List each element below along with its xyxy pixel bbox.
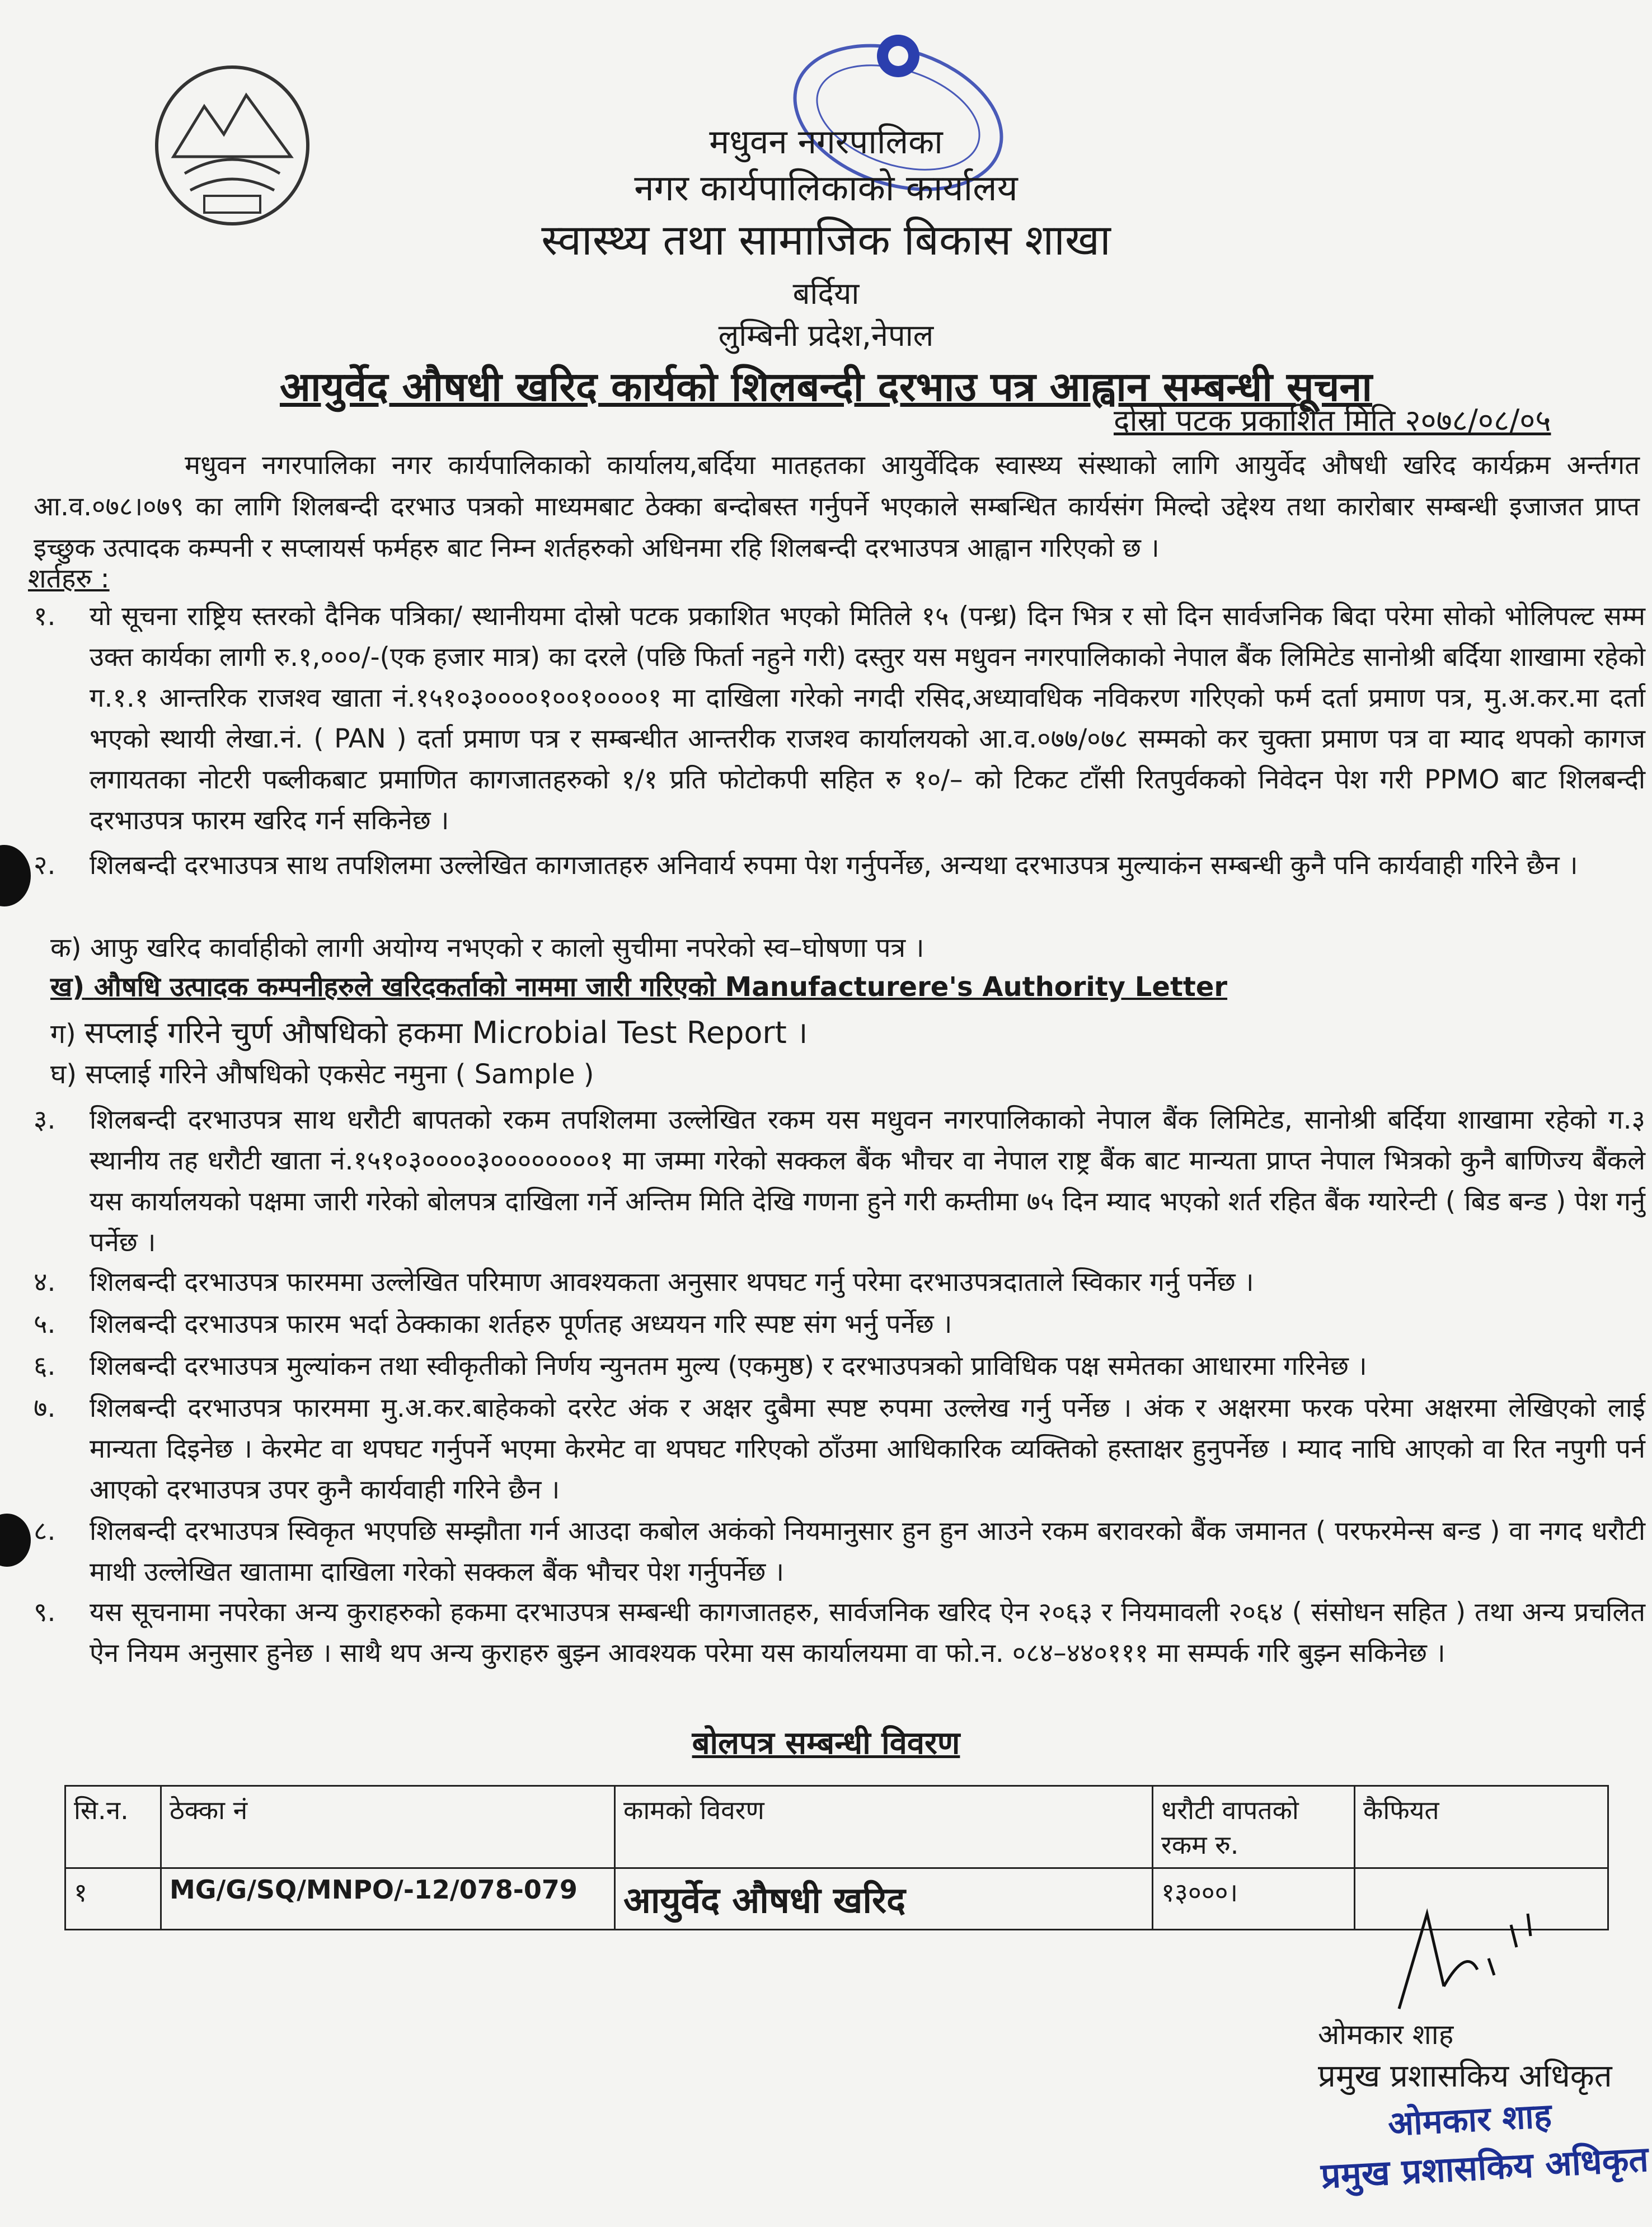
condition-text: शिलबन्दी दरभाउपत्र मुल्यांकन तथा स्वीकृतीको निर्णय न्युनतम मुल्य (एकमुष्ठ) र दरभाउपत्रको प्राविधिक पक्ष समेतका आधारमा गरिनेछ । <box>90 1351 1367 1382</box>
condition-item <box>34 845 1645 886</box>
sub-item-text: सप्लाई गरिने औषधिको एकसेट नमुना ( Sample ) <box>85 1059 594 1090</box>
condition-item <box>34 1592 1645 1674</box>
condition-text: शिलबन्दी दरभाउपत्र साथ धरौटी बापतको रकम तपशिलमा उल्लेखित रकम यस मधुवन नगरपालिकाको नेपाल बैंक लिमिटेड, सानोश्री बर्दिया शाखामा रहेको ग.३ स्थानीय तह धरौटी खाता नं.१५१०३००००३००००००००१ मा जम्मा गरेको सक्कल बैंक भौचर वा नेपाल राष्ट्र बैंक बाट मान्यता प्राप्त नेपाल भित्रको कुनै बाणिज्य बैंकले यस कार्यालयको पक्षमा जारी गरेको बोलपत्र दाखिला गर्ने अन्तिम मिति देखि गणना हुने गरी कम्तीमा ७५ दिन म्याद भएको शर्त रहित बैंक ग्यारेन्टी ( बिड बन्ड ) पेश गर्नु पर्नेछ । <box>90 1105 1645 1258</box>
cell-sn: १ <box>65 1868 161 1930</box>
condition-text: शिलबन्दी दरभाउपत्र साथ तपशिलमा उल्लेखित कागजातहरु अनिवार्य रुपमा पेश गर्नुपर्नेछ, अन्यथा दरभाउपत्र मुल्याकंन सम्बन्धी कुनै पनि कार्यवाही गरिने छैन । <box>90 850 1578 881</box>
condition-item <box>34 1388 1645 1510</box>
sub-item-label: घ) <box>50 1059 77 1090</box>
signatory-title: प्रमुख प्रशासकिय अधिकृत <box>1318 2058 1612 2094</box>
sub-item <box>50 968 1227 1004</box>
cell-contract-no: MG/G/SQ/MNPO/-12/078-079 <box>161 1868 615 1930</box>
intro-paragraph: मधुवन नगरपालिका नगर कार्यपालिकाको कार्यालय,बर्दिया मातहतका आयुर्वेदिक स्वास्थ्य संस्थाको लागि आयुर्वेद औषधी खरिद कार्यक्रम अर्न्तगत आ.व.०७८।०७९ का लागि शिलबन्दी दरभाउ पत्रको माध्यमबाट ठेक्का बन्दोबस्त गर्नुपर्ने भएकाले सम्बन्धित कार्यसंग मिल्दो उद्देश्य तथा कारोबार सम्बन्धी इजाजत प्राप्त इच्छुक उत्पादक कम्पनी र सप्लायर्स फर्महरु बाट निम्न शर्तहरुको अधिनमा रहि शिलबन्दी दरभाउपत्र आह्वान गरिएको छ । <box>34 450 1640 563</box>
condition-number: ७. <box>34 1393 56 1423</box>
table-header-row <box>65 1786 1608 1868</box>
punch-hole-mark <box>0 845 31 906</box>
conditions-label: शर्तहरु : <box>28 563 110 594</box>
sub-item-text: आफु खरिद कार्वाहीको लागी अयोग्य नभएको र कालो सुचीमा नपरेको स्व–घोषणा पत्र । <box>90 932 924 964</box>
sub-item <box>50 1011 808 1052</box>
table-row <box>65 1868 1608 1930</box>
sub-item <box>50 1055 594 1092</box>
sub-item-label: ग) <box>50 1018 76 1050</box>
header-province: लुम्बिनी प्रदेश,नेपाल <box>718 318 934 353</box>
condition-number: ५. <box>34 1309 56 1340</box>
sub-item-text: सप्लाई गरिने चुर्ण औषधिको हकमा Microbial Test Report । <box>85 1015 808 1050</box>
sub-item-label: क) <box>50 932 82 964</box>
sub-item-text: औषधि उत्पादक कम्पनीहरुले खरिदकर्ताको नाममा जारी गरिएको Manufacturere's Authority Letter <box>93 971 1228 1003</box>
condition-text: यो सूचना राष्ट्रिय स्तरको दैनिक पत्रिका/ स्थानीयमा दोस्रो पटक प्रकाशित भएको मितिले १५ (पन्ध्र) दिन भित्र र सो दिन सार्वजनिक बिदा परेमा सोको भोलिपल्ट सम्म उक्त कार्यका लागी रु.१,०००/-(एक हजार मात्र) का दरले (पछि फिर्ता नहुने गरी) दस्तुर यस मधुवन नगरपालिकाको नेपाल बैंक लिमिटेड सानोश्री बर्दिया शाखामा रहेको ग.१.१ आन्तरिक राजश्व खाता नं.१५१०३००००१००१००००१ मा दाखिला गरेको नगदी रसिद,अध्यावधिक नविकरण गरिएको फर्म दर्ता प्रमाण पत्र, मु.अ.कर.मा दर्ता भएको स्थायी लेखा.नं. ( PAN ) दर्ता प्रमाण पत्र र सम्बन्धीत आन्तरीक राजश्व कार्यालयको आ.व.०७७/०७८ सम्मको कर चुक्ता प्रमाण पत्र वा म्याद थपको कागज लगायतका नोटरी पब्लीकबाट प्रमाणित कागजातहरुको १/१ प्रति फोटोकपी सहित रु १०/– को टिकट टाँसी रितपुर्वकको निवेदन पेश गरी PPMO बाट शिलबन्दी दरभाउपत्र फारम खरिद गर्न सकिनेछ । <box>90 601 1645 836</box>
condition-number: २. <box>34 850 56 881</box>
condition-item <box>34 1262 1645 1303</box>
column-header: धरौटी वापतको रकम रु. <box>1153 1786 1355 1868</box>
condition-text: शिलबन्दी दरभाउपत्र फारम भर्दा ठेक्काका शर्तहरु पूर्णतह अध्ययन गरि स्पष्ट संग भर्नु पर्नेछ । <box>90 1309 952 1340</box>
column-header: कामको विवरण <box>615 1786 1153 1868</box>
sub-item <box>50 929 924 965</box>
handwritten-signature <box>1382 1902 1550 2014</box>
header-municipality: मधुवन नगरपालिका <box>709 123 943 162</box>
sub-item-label: ख) <box>50 971 85 1003</box>
condition-item <box>34 1304 1645 1345</box>
condition-number: ८. <box>34 1516 56 1547</box>
notice-title: आयुर्वेद औषधी खरिद कार्यको शिलबन्दी दरभाउ पत्र आह्वान सम्बन्धी सूचना <box>279 363 1373 410</box>
column-header: सि.न. <box>65 1786 161 1868</box>
condition-number: ९. <box>34 1597 56 1628</box>
condition-text: शिलबन्दी दरभाउपत्र स्विकृत भएपछि सम्झौता गर्न आउदा कबोल अकंको नियमानुसार हुन हुन आउने रकम बरावरको बैंक जमानत ( परफरमेन्स बन्ड ) वा नगद धरौटी माथी उल्लेखित खातामा दाखिला गरेको सक्कल बैंक भौचर पेश गर्नुपर्नेछ । <box>90 1516 1645 1587</box>
condition-item <box>34 1100 1645 1263</box>
condition-number: ६. <box>34 1351 56 1382</box>
signature-stamp-title: प्रमुख प्रशासकिय अधिकृत <box>1320 2138 1650 2197</box>
condition-text: यस सूचनामा नपरेका अन्य कुराहरुको हकमा दरभाउपत्र सम्बन्धी कागजातहरु, सार्वजनिक खरिद ऐन २०६३ र नियमावली २०६४ ( संसोधन सहित ) तथा अन्य प्रचलित ऐन नियम अनुसार हुनेछ । साथै थप अन्य कुराहरु बुझ्न आवश्यक परेमा यस कार्यालयमा वा फो.न. ०८४–४४०१११ मा सम्पर्क गरि बुझ्न सकिनेछ । <box>90 1597 1645 1669</box>
published-date: दोस्रो पटक प्रकाशित मिति २०७८/०८/०५ <box>1114 403 1551 438</box>
cell-description: आयुर्वेद औषधी खरिद <box>615 1868 1153 1930</box>
condition-text: शिलबन्दी दरभाउपत्र फारममा उल्लेखित परिमाण आवश्यकता अनुसार थपघट गर्नु परेमा दरभाउपत्रदाताले स्विकार गर्नु पर्नेछ । <box>90 1267 1254 1298</box>
condition-number: ४. <box>34 1267 56 1298</box>
condition-item <box>34 1511 1645 1592</box>
punch-hole-mark <box>0 1514 31 1567</box>
condition-item <box>34 1346 1645 1387</box>
header-branch: स्वास्थ्य तथा सामाजिक बिकास शाखा <box>541 215 1111 265</box>
header-district: बर्दिया <box>792 276 860 311</box>
bid-details-table <box>64 1785 1609 1930</box>
condition-number: १. <box>34 601 56 632</box>
bid-section-title: बोलपत्र सम्बन्धी विवरण <box>692 1725 960 1761</box>
column-header: कैफियत <box>1355 1786 1608 1868</box>
condition-item <box>34 596 1645 841</box>
column-header: ठेक्का नं <box>161 1786 615 1868</box>
condition-number: ३. <box>34 1105 56 1135</box>
signatory-name: ओमकार शाह <box>1318 2018 1454 2051</box>
header-office: नगर कार्यपालिकाको कार्यालय <box>634 168 1018 209</box>
signature-stamp-name: ओमकार शाह <box>1387 2096 1553 2144</box>
cell-deposit: १३०००। <box>1153 1868 1355 1930</box>
condition-text: शिलबन्दी दरभाउपत्र फारममा मु.अ.कर.बाहेकको दररेट अंक र अक्षर दुबैमा स्पष्ट रुपमा उल्लेख गर्नु पर्नेछ । अंक र अक्षरमा फरक परेमा अक्षरमा लेखिएको लाई मान्यता दिइनेछ । केरमेट वा थपघट गर्नुपर्ने भएमा केरमेट वा थपघट गरिएको ठाँउमा आधिकारिक व्यक्तिको हस्ताक्षर हुनुपर्नेछ । म्याद नाघि आएको वा रित नपुगी पर्न आएको दरभाउपत्र उपर कुनै कार्यवाही गरिने छैन । <box>90 1393 1645 1505</box>
